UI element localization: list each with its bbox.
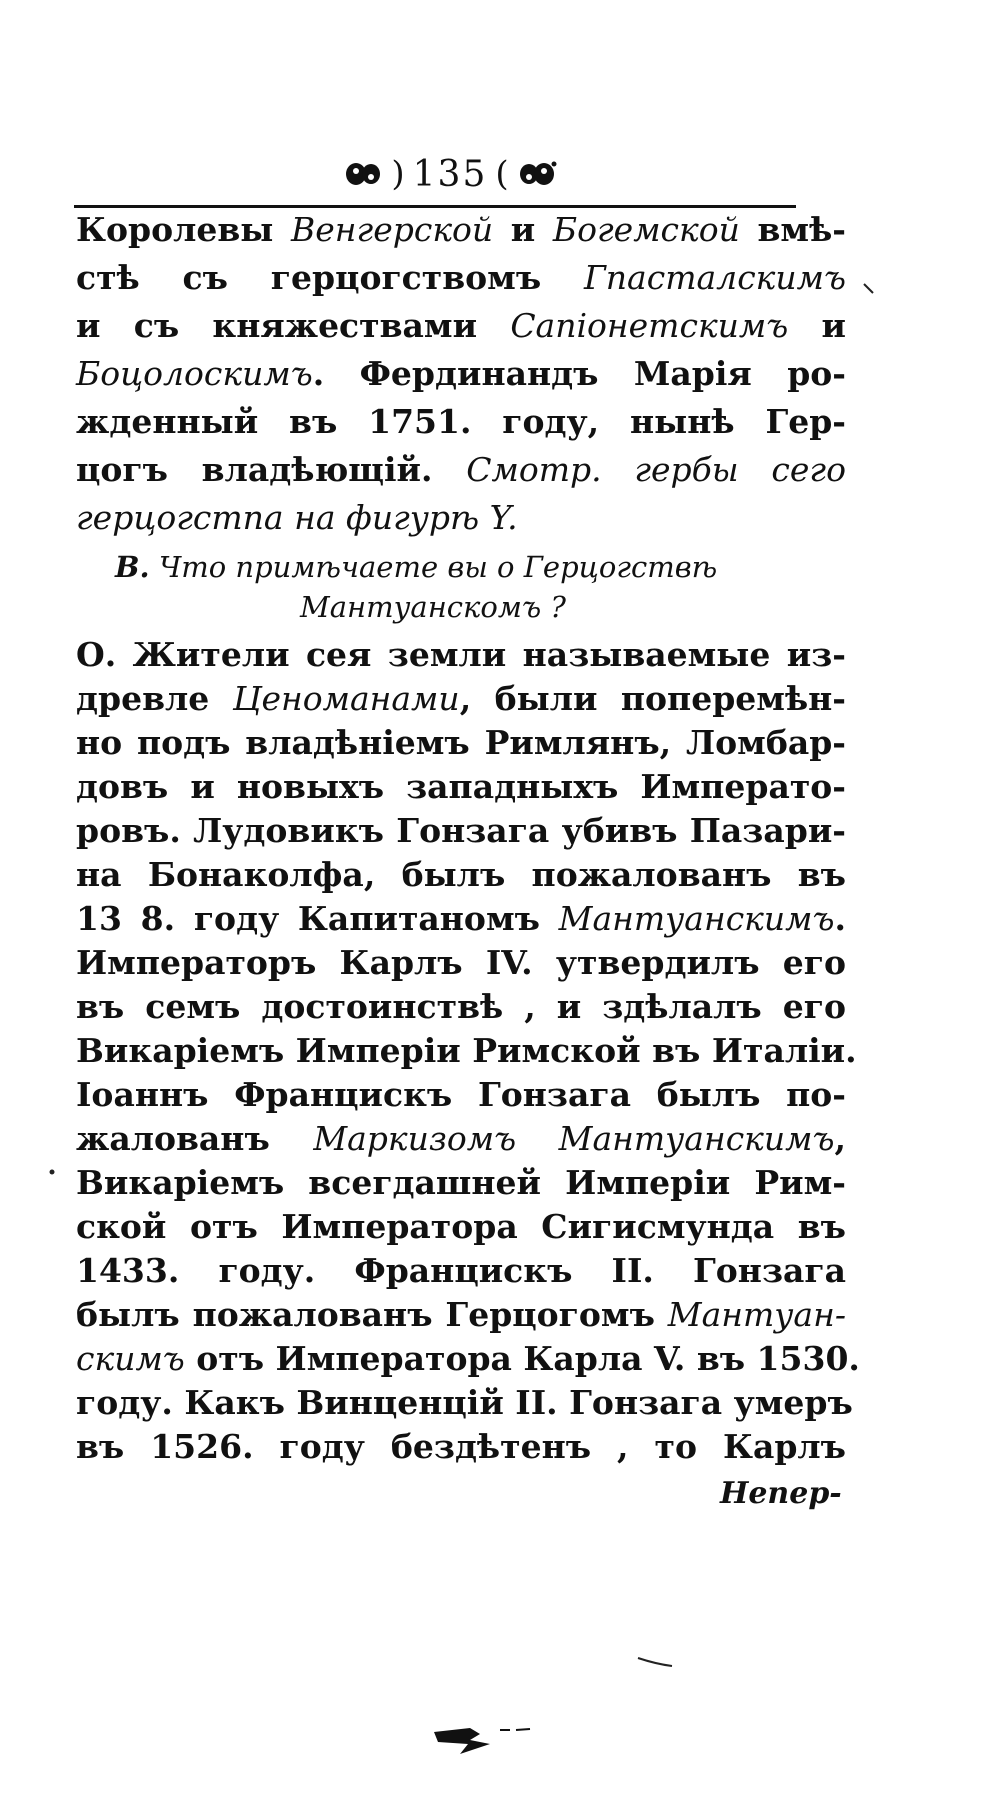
text-line: Іоаннъ Францискъ Гонзага былъ по- bbox=[76, 1075, 846, 1114]
header-left-paren: ) bbox=[391, 154, 405, 194]
question-text-1: Что примѣчаете вы о Герцогствѣ bbox=[158, 550, 718, 584]
text-line: Императоръ Карлъ IV. утвердилъ его bbox=[76, 943, 846, 982]
text-line: но подъ владѣніемъ Римлянъ, Ломбар- bbox=[76, 723, 846, 762]
text-line: древле Ценоманами, были поперемѣн- bbox=[76, 679, 846, 718]
text-line: Боцолоскимъ. Фердинандъ Марія ро- bbox=[76, 354, 846, 393]
text-line: О. Жители сея земли называемые из- bbox=[76, 635, 846, 674]
text-line: герцогстпа на фигурѣ Y. bbox=[76, 498, 518, 537]
text-line: 1433. году. Францискъ II. Гонзага bbox=[76, 1251, 846, 1290]
text-line: въ семъ достоинствѣ , и здѣлалъ его bbox=[76, 987, 846, 1026]
text-line: скимъ отъ Императора Карла V. въ 1530. bbox=[76, 1339, 860, 1378]
right-ornament-icon bbox=[517, 159, 557, 189]
page-header bbox=[300, 152, 600, 196]
text-line: жденный въ 1751. году, нынѣ Гер- bbox=[76, 402, 846, 441]
page-number: 135 bbox=[412, 153, 488, 195]
catchword: Непер- bbox=[720, 1476, 842, 1511]
text-line: Викаріемъ всегдашней Имперіи Рим- bbox=[76, 1163, 846, 1202]
text-line: ской отъ Императора Сигисмунда въ bbox=[76, 1207, 846, 1246]
bottom-dash-mark bbox=[636, 1654, 676, 1668]
header-right-paren: ( bbox=[495, 154, 509, 194]
margin-dot bbox=[48, 1168, 56, 1176]
text-line: въ 1526. году бездѣтенъ , то Карлъ bbox=[76, 1427, 846, 1466]
text-line: 13 8. году Капитаномъ Мантуанскимъ. bbox=[76, 899, 846, 938]
text-line: Королевы Венгерской и Богемской вмѣ- bbox=[76, 210, 846, 249]
question-line-2 bbox=[300, 586, 1000, 628]
printers-mark-icon bbox=[430, 1720, 540, 1760]
text-line: жалованъ Маркизомъ Мантуанскимъ, bbox=[76, 1119, 846, 1158]
margin-mark bbox=[862, 282, 876, 296]
text-line: и съ княжествами Сапіонетскимъ и bbox=[76, 306, 847, 345]
text-line: Викаріемъ Имперіи Римской въ Италіи. bbox=[76, 1031, 857, 1070]
text-line: стѣ съ герцогствомъ Гпасталскимъ bbox=[76, 258, 846, 297]
text-line: былъ пожалованъ Герцогомъ Мантуан- bbox=[76, 1295, 846, 1334]
question-marker: В. bbox=[115, 550, 150, 584]
text-line: ровъ. Лудовикъ Гонзага убивъ Пазари- bbox=[76, 811, 846, 850]
left-ornament-icon bbox=[343, 159, 383, 189]
text-line: довъ и новыхъ западныхъ Императо- bbox=[76, 767, 846, 806]
question-line-1 bbox=[115, 546, 885, 588]
text-line: цогъ владѣющій. Смотр. гербы сего bbox=[76, 450, 846, 489]
question-text-2: Мантуанскомъ ? bbox=[300, 590, 566, 624]
text-line: году. Какъ Винценцій II. Гонзага умеръ bbox=[76, 1383, 853, 1422]
text-line: на Бонаколфа, былъ пожалованъ въ bbox=[76, 855, 846, 894]
